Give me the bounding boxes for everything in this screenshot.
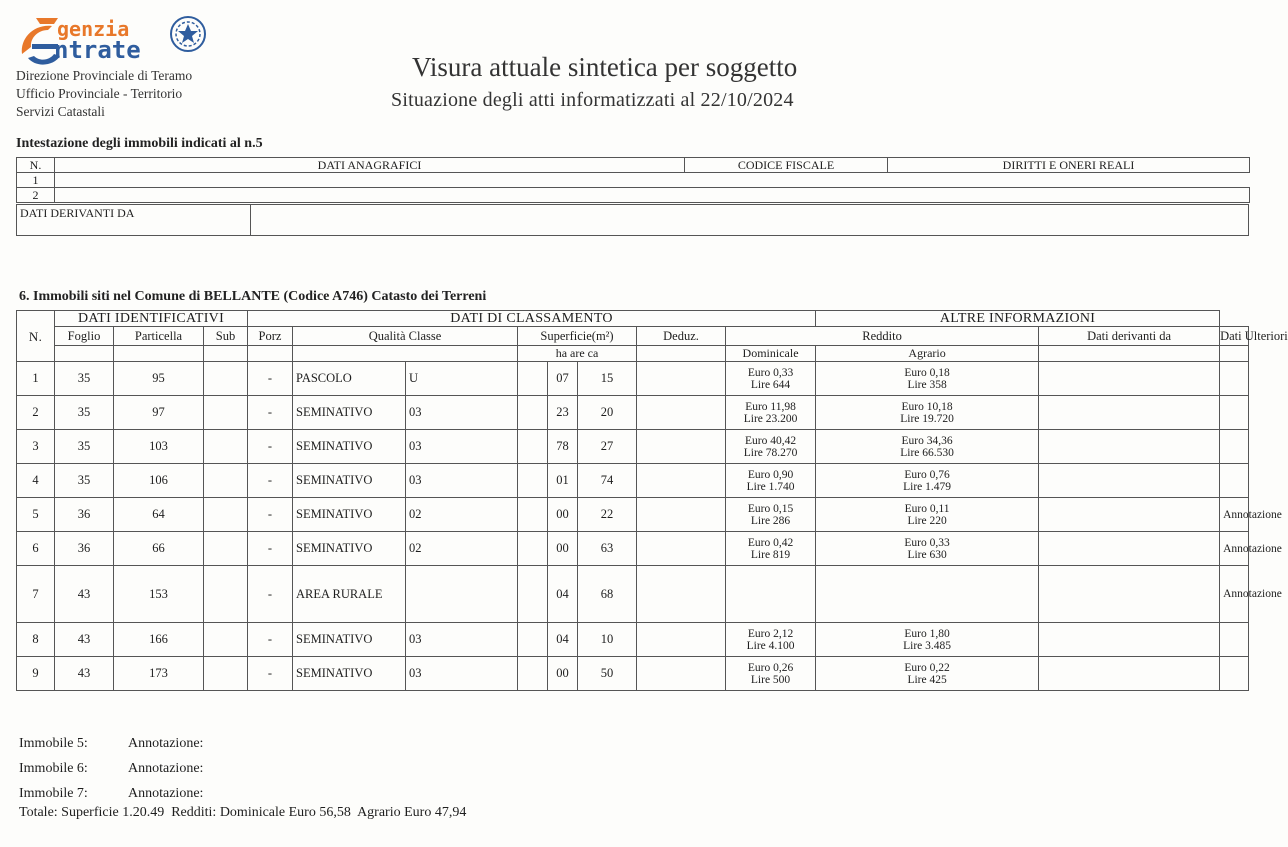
are-cell: 00 [548,532,578,566]
note-value: Annotazione: [128,761,204,776]
table-row [17,464,1249,498]
col-agrario: Agrario [816,346,1039,362]
col-n: N. [17,158,55,173]
agrario-lire: Lire 1.479 [903,480,952,493]
qualita-cell: SEMINATIVO [293,396,406,430]
particella-cell: 66 [114,532,204,566]
classe-cell [406,566,518,623]
deduz-cell [637,566,726,623]
sub-header-row-2 [17,346,1249,362]
office-block [16,67,192,121]
sub-cell [204,396,248,430]
classe-cell: 02 [406,532,518,566]
group-altre-informazioni: ALTRE INFORMAZIONI [816,311,1220,327]
document-title: Visura attuale sintetica per soggetto [412,52,798,82]
immobili-heading: 6. Immobili siti nel Comune di BELLANTE (Codice A746) Catasto dei Terreni [19,289,487,304]
col-diritti: DIRITTI E ONERI REALI [888,158,1250,173]
porz-cell: - [248,623,293,657]
qualita-cell: SEMINATIVO [293,430,406,464]
ca-cell: 63 [578,532,637,566]
ha-cell [518,362,548,396]
dati-derivanti-cell [1039,396,1220,430]
note-value: Annotazione: [128,736,204,751]
note-row [19,781,203,806]
qualita-cell: AREA RURALE [293,566,406,623]
col-dominicale: Dominicale [726,346,816,362]
sub-cell [204,623,248,657]
foglio-cell: 43 [55,657,114,691]
ha-cell [518,498,548,532]
sub-cell [204,498,248,532]
agrario-cell [816,532,1039,566]
dati-derivanti-cell [1039,498,1220,532]
deduz-cell [637,464,726,498]
ca-cell: 68 [578,566,637,623]
foglio-cell: 43 [55,623,114,657]
are-cell: 00 [548,498,578,532]
particella-cell: 97 [114,396,204,430]
dominicale-cell [726,430,816,464]
porz-cell: - [248,430,293,464]
table-row [17,498,1249,532]
table-row [17,623,1249,657]
document-subtitle: Situazione degli atti informatizzati al 22/10/2024 [391,89,794,111]
ca-cell: 10 [578,623,637,657]
agrario-cell [816,657,1039,691]
qualita-cell: SEMINATIVO [293,657,406,691]
deduz-cell [637,396,726,430]
sub-cell [204,430,248,464]
dominicale-lire: Lire 1.740 [746,480,795,493]
agrario-lire: Lire 66.530 [900,446,954,459]
classe-cell: 03 [406,623,518,657]
deduz-cell [637,657,726,691]
dominicale-cell [726,623,816,657]
immobili-table [16,310,1288,691]
dominicale-cell [726,532,816,566]
agrario-lire: Lire 425 [907,673,947,686]
note-row [19,731,203,756]
row-number: 1 [17,173,55,188]
dominicale-euro: Euro 0,26 [747,661,794,674]
row-number-cell: 8 [17,623,55,657]
sub-header-row [17,327,1249,346]
totale-line: Totale: Superficie 1.20.49 Redditi: Dominicale Euro 56,58 Agrario Euro 47,94 [19,805,467,820]
qualita-cell: SEMINATIVO [293,464,406,498]
redacted-cell [55,173,1250,188]
particella-cell: 153 [114,566,204,623]
note-value: Annotazione: [128,786,204,801]
agrario-lire: Lire 220 [907,514,947,527]
qualita-cell: PASCOLO [293,362,406,396]
intestazione-table [16,157,1250,203]
group-dati-identificativi: DATI IDENTIFICATIVI [55,311,248,327]
col-porz: Porz [248,327,293,346]
agrario-euro: Euro 34,36 [901,434,953,447]
agrario-euro: Euro 0,11 [904,502,950,515]
dominicale-lire: Lire 4.100 [746,639,795,652]
note-label: Immobile 5: [19,736,88,751]
are-cell: 23 [548,396,578,430]
porz-cell: - [248,396,293,430]
deduz-cell [637,362,726,396]
table-row [17,188,1250,203]
redacted-cell [55,188,1250,203]
agrario-cell [816,566,1039,623]
foglio-cell: 43 [55,566,114,623]
dominicale-lire: Lire 78.270 [743,446,798,459]
col-ha-are-ca: ha are ca [518,346,637,362]
sub-cell [204,464,248,498]
foglio-cell: 35 [55,464,114,498]
group-header-row [17,311,1249,327]
foglio-cell: 35 [55,396,114,430]
immobili-rows [17,362,1282,691]
dati-derivanti-label: DATI DERIVANTI DA [17,205,251,236]
dati-ulteriori-cell [1220,623,1249,657]
ha-cell [518,396,548,430]
are-cell: 07 [548,362,578,396]
col-qualita-classe: Qualità Classe [293,327,518,346]
office-line: Servizi Catastali [16,104,105,119]
particella-cell: 95 [114,362,204,396]
dominicale-euro: Euro 11,98 [745,400,796,413]
porz-cell: - [248,362,293,396]
ca-cell: 15 [578,362,637,396]
agrario-cell [816,464,1039,498]
row-number-cell: 5 [17,498,55,532]
agenzia-entrate-logo [18,14,218,70]
col-dati-derivanti: Dati derivanti da [1039,327,1220,346]
ha-cell [518,430,548,464]
dati-ulteriori-cell: Annotazione [1220,532,1249,566]
deduz-cell [637,532,726,566]
agrario-euro: Euro 0,18 [904,366,950,379]
particella-cell: 64 [114,498,204,532]
porz-cell: - [248,532,293,566]
are-cell: 78 [548,430,578,464]
dominicale-lire: Lire 23.200 [743,412,798,425]
dati-derivanti-table [16,204,1249,236]
particella-cell: 106 [114,464,204,498]
republic-emblem-icon [171,17,205,51]
porz-cell: - [248,498,293,532]
office-line: Direzione Provinciale di Teramo [16,68,193,83]
dominicale-euro: Euro 0,33 [747,366,794,379]
agrario-cell [816,498,1039,532]
dominicale-cell [726,396,816,430]
ha-cell [518,657,548,691]
row-number: 2 [17,188,55,203]
dominicale-cell [726,657,816,691]
are-cell: 01 [548,464,578,498]
agrario-cell [816,623,1039,657]
table-row [17,532,1249,566]
ha-cell [518,623,548,657]
dominicale-euro: Euro 2,12 [747,627,794,640]
agrario-euro: Euro 0,76 [904,468,950,481]
dati-derivanti-value [251,205,1249,236]
table-row [17,430,1249,464]
deduz-cell [637,430,726,464]
table-header-row [17,158,1250,173]
agrario-euro: Euro 0,33 [904,536,950,549]
office-line: Ufficio Provinciale - Territorio [16,86,183,101]
col-sub: Sub [204,327,248,346]
dominicale-cell [726,566,816,623]
particella-cell: 173 [114,657,204,691]
dati-ulteriori-cell [1220,464,1249,498]
deduz-cell [637,498,726,532]
dati-derivanti-cell [1039,430,1220,464]
sub-cell [204,657,248,691]
classe-cell: 03 [406,464,518,498]
note-row [19,756,203,781]
dati-derivanti-cell [1039,464,1220,498]
group-dati-classamento: DATI DI CLASSAMENTO [248,311,816,327]
dati-ulteriori-cell: Annotazione [1220,566,1249,623]
porz-cell: - [248,657,293,691]
qualita-cell: SEMINATIVO [293,532,406,566]
col-superficie: Superficie(m²) [518,327,637,346]
agrario-euro: Euro 10,18 [901,400,953,413]
classe-cell: 03 [406,657,518,691]
particella-cell: 103 [114,430,204,464]
dati-derivanti-cell [1039,657,1220,691]
ca-cell: 20 [578,396,637,430]
dati-ulteriori-cell: Annotazione [1220,498,1249,532]
col-n: N. [17,311,55,362]
porz-cell: - [248,464,293,498]
col-dati-ulteriori: Dati Ulteriori [1220,327,1249,346]
foglio-cell: 35 [55,362,114,396]
dominicale-euro: Euro 0,15 [747,502,794,515]
agrario-euro: Euro 0,22 [904,661,950,674]
are-cell: 00 [548,657,578,691]
dominicale-cell [726,464,816,498]
deduz-cell [637,623,726,657]
col-deduz: Deduz. [637,327,726,346]
ca-cell: 27 [578,430,637,464]
sub-cell [204,362,248,396]
dati-derivanti-cell [1039,362,1220,396]
dati-derivanti-cell [1039,623,1220,657]
agrario-cell [816,430,1039,464]
col-reddito: Reddito [726,327,1039,346]
agrario-lire: Lire 358 [907,378,947,391]
agrario-lire: Lire 19.720 [900,412,954,425]
agrario-euro: Euro 1,80 [904,627,950,640]
sub-cell [204,566,248,623]
are-cell: 04 [548,623,578,657]
row-number-cell: 7 [17,566,55,623]
dominicale-cell [726,498,816,532]
table-row [17,173,1250,188]
dati-ulteriori-cell [1220,362,1249,396]
ca-cell: 74 [578,464,637,498]
row-number-cell: 6 [17,532,55,566]
col-foglio: Foglio [55,327,114,346]
ha-cell [518,464,548,498]
agrario-cell [816,396,1039,430]
dati-derivanti-cell [1039,532,1220,566]
dominicale-euro: Euro 40,42 [744,434,797,447]
row-number-cell: 4 [17,464,55,498]
ha-cell [518,532,548,566]
table-row [17,657,1249,691]
classe-cell: 03 [406,430,518,464]
table-row [17,362,1249,396]
dominicale-euro: Euro 0,90 [747,468,794,481]
ha-cell [518,566,548,623]
sub-cell [204,532,248,566]
agrario-cell [816,362,1039,396]
are-cell: 04 [548,566,578,623]
row-number-cell: 1 [17,362,55,396]
row-number-cell: 9 [17,657,55,691]
dominicale-lire: Lire 500 [750,673,791,686]
dominicale-cell [726,362,816,396]
table-row [17,566,1249,623]
intestazione-heading: Intestazione degli immobili indicati al n.5 [16,136,263,151]
dati-ulteriori-cell [1220,430,1249,464]
classe-cell: 02 [406,498,518,532]
agrario-lire: Lire 630 [907,548,947,561]
qualita-cell: SEMINATIVO [293,623,406,657]
dominicale-lire: Lire 644 [750,378,791,391]
dominicale-lire: Lire 819 [750,548,791,561]
logo-text-genzia: genzia [57,17,130,41]
porz-cell: - [248,566,293,623]
ca-cell: 22 [578,498,637,532]
agrario-lire: Lire 3.485 [903,639,952,652]
row-number-cell: 3 [17,430,55,464]
col-particella: Particella [114,327,204,346]
dati-ulteriori-cell [1220,657,1249,691]
ca-cell: 50 [578,657,637,691]
classe-cell: U [406,362,518,396]
col-dati-anagrafici: DATI ANAGRAFICI [55,158,685,173]
particella-cell: 166 [114,623,204,657]
col-codice-fiscale: CODICE FISCALE [685,158,888,173]
dati-derivanti-cell [1039,566,1220,623]
row-number-cell: 2 [17,396,55,430]
notes-block [19,731,203,806]
note-label: Immobile 7: [19,786,88,801]
dati-ulteriori-cell [1220,396,1249,430]
classe-cell: 03 [406,396,518,430]
foglio-cell: 36 [55,532,114,566]
dominicale-lire: Lire 286 [750,514,791,527]
note-label: Immobile 6: [19,761,88,776]
qualita-cell: SEMINATIVO [293,498,406,532]
foglio-cell: 36 [55,498,114,532]
table-row [17,396,1249,430]
dominicale-euro: Euro 0,42 [747,536,794,549]
foglio-cell: 35 [55,430,114,464]
logo-text-ntrate: ntrate [54,36,141,64]
